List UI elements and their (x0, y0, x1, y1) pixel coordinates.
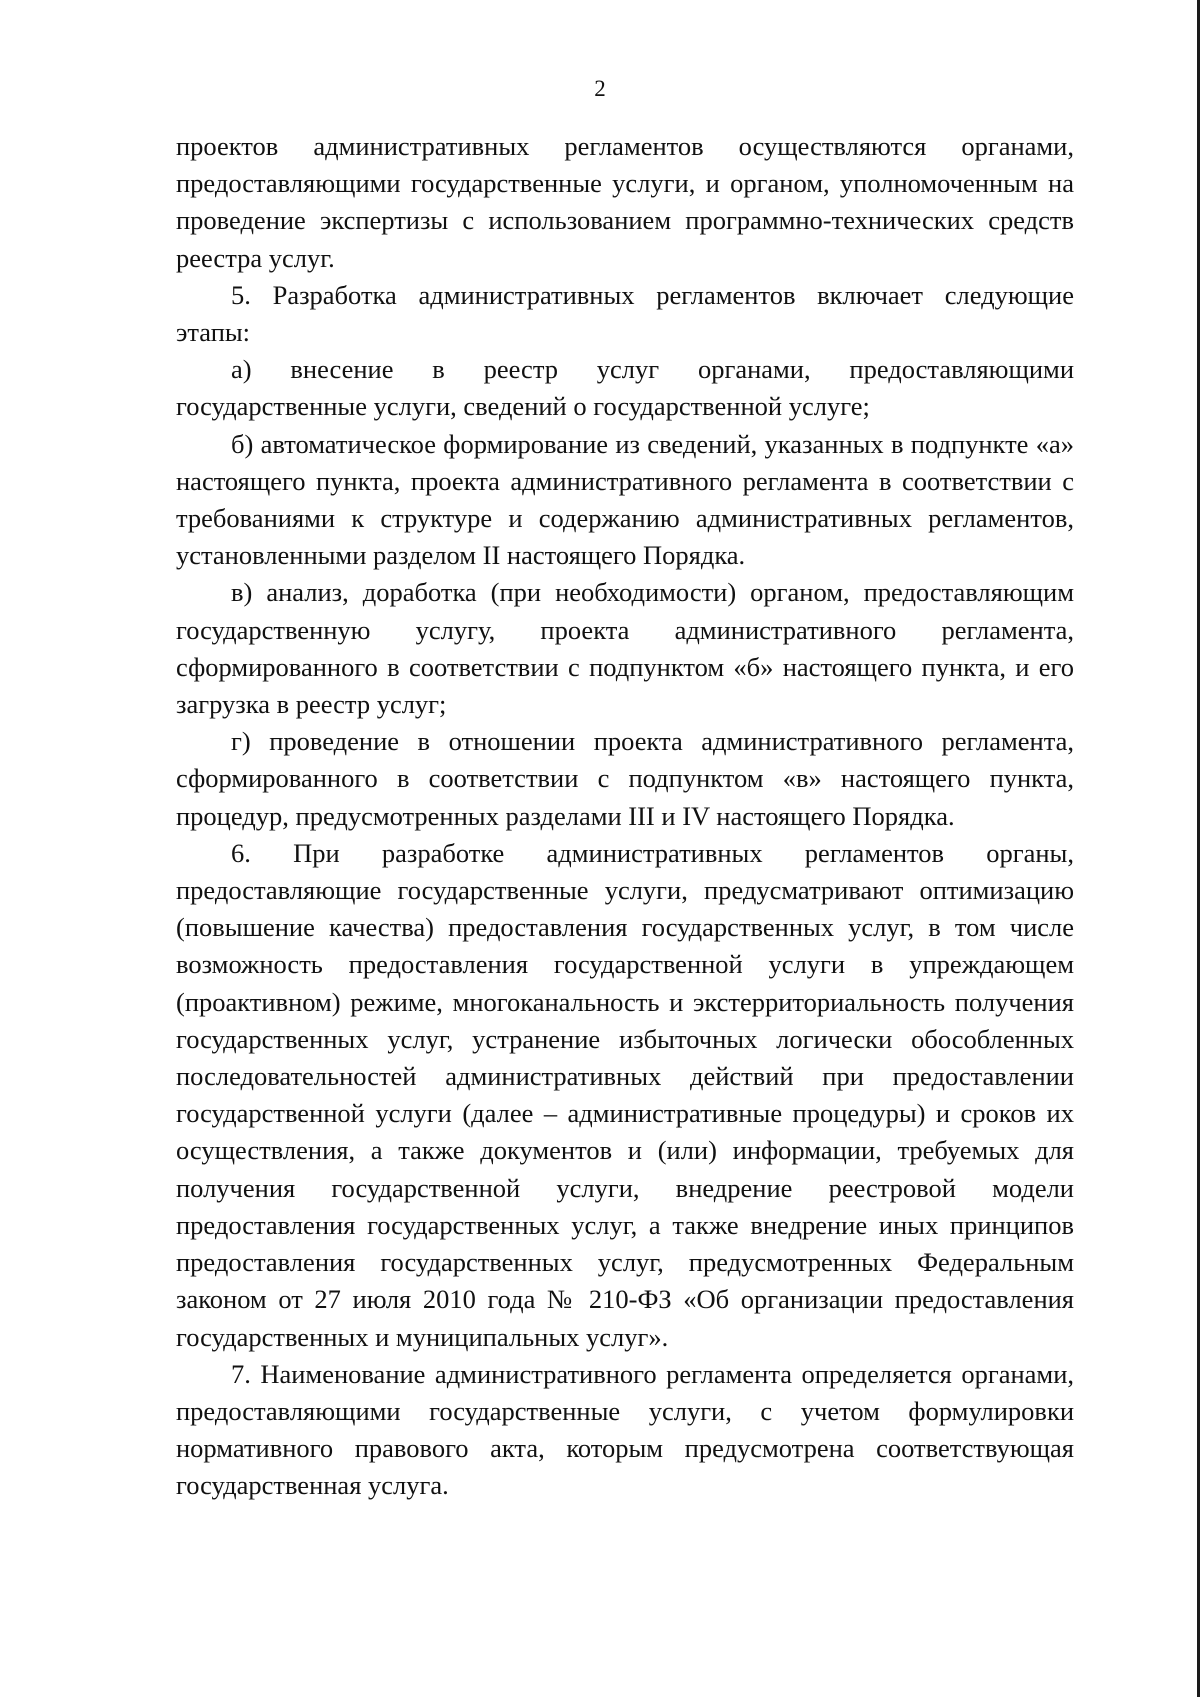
paragraph-subitem-b: б) автоматическое формирование из сведений, указанных в подпункте «а» настоящего пункта, проекта административного регламента в соответствии с требованиями к структуре и содержанию административных регламентов, установленными разделом II настоящего Порядка. (176, 428, 1074, 571)
paragraph-item-5: 5. Разработка административных регламентов включает следующие этапы: (176, 279, 1074, 348)
paragraph-item-7: 7. Наименование административного регламента определяется органами, предоставляющими государственные услуги, с учетом формулировки нормативного правового акта, которым предусмотрена соответствующая государственная услуга. (176, 1358, 1074, 1501)
paragraph-subitem-v: в) анализ, доработка (при необходимости) органом, предоставляющим государственную услугу, проекта административного регламента, сформированного в соответствии с подпунктом «б» настоящего пункта, и его загрузка в реестр услуг; (176, 577, 1074, 720)
paragraph-continuation: проектов административных регламентов осуществляются органами, предоставляющими государственные услуги, и органом, уполномоченным на проведение экспертизы с использованием программно-технических средств реестра услуг. (176, 131, 1074, 273)
paragraph-subitem-a: а) внесение в реестр услуг органами, предоставляющими государственные услуги, сведений о государственной услуге; (176, 354, 1074, 422)
paragraph-item-6: 6. При разработке административных регламентов органы, предоставляющие государственные услуги, предусматривают оптимизацию (повышение качества) предоставления государственных услуг, в том числе возможность предоставления государственной услуги в упреждающем (проактивном) режиме, многоканальность и экстерриториальность получения государственных услуг, устранение избыточных логически обособленных последовательностей административных действий при предоставлении государственной услуги (далее – административные процедуры) и сроков их осуществления, а также документов и (или) информации, требуемых для получения государственной услуги, внедрение реестровой модели предоставления государственных услуг, а также внедрение иных принципов предоставления государственных услуг, предусмотренных Федеральным законом от 27 июля 2010 года № 210-ФЗ «Об организации предоставления государственных и муниципальных услуг». (176, 837, 1074, 1352)
document-body (176, 128, 1074, 1505)
paragraph-subitem-g: г) проведение в отношении проекта административного регламента, сформированного в соответствии с подпунктом «в» настоящего пункта, процедур, предусмотренных разделами III и IV настоящего Порядка. (176, 726, 1074, 831)
page-number: 2 (594, 76, 606, 101)
